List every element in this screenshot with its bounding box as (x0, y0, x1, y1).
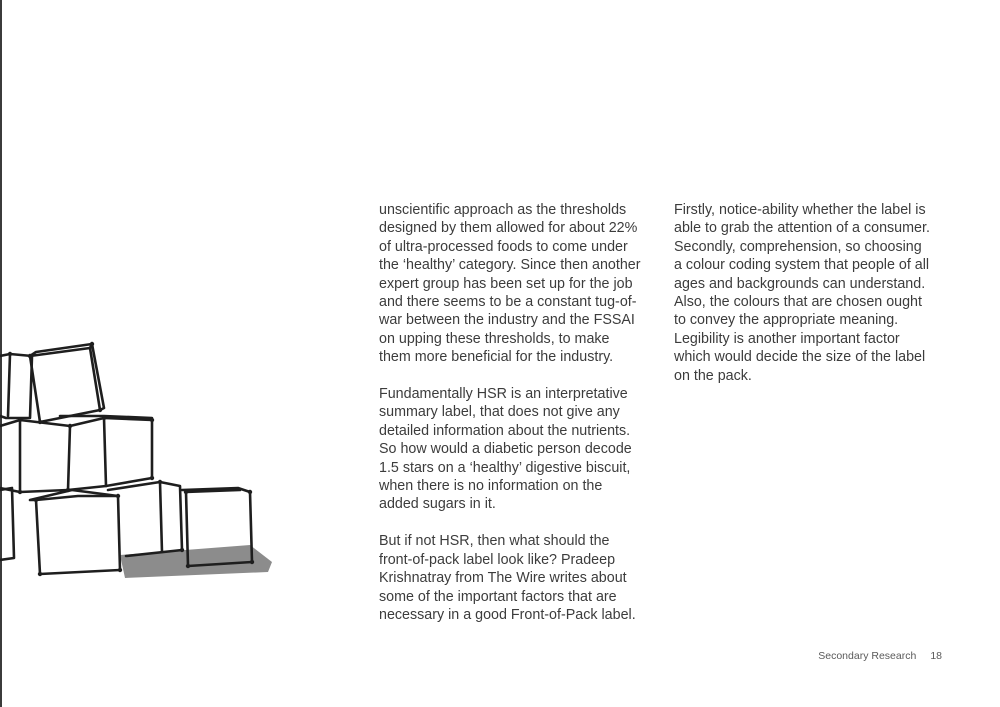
stacked-cubes-sketch-icon (0, 330, 290, 590)
body-paragraph: Fundamentally HSR is an interpretative summary label, that does not give any detailed information about the nutrients. So how would a diabetic person decode 1.5 stars on a ‘healthy’ digestive biscuit, when there is no information on the added sugars in it. (379, 386, 632, 513)
page-number: 18 (930, 650, 942, 662)
footer-section-title: Secondary Research (818, 650, 917, 662)
body-paragraph: Firstly, notice-ability whether the label is able to grab the attention of a consumer. Secondly, comprehension, so choosing a colour coding system that people of all ages and backgrounds can understand. Also, the colours that are chosen ought to convey the appropriate meaning. Legibility is another important factor which would decide the size of the label on the pack. (674, 202, 930, 384)
body-column-right (674, 201, 946, 403)
page-footer (818, 650, 942, 662)
body-paragraph: But if not HSR, then what should the front-of-pack label look like? Pradeep Krishnatray from The Wire writes about some of the important factors that are necessary in a good Front-of-Pack label. (379, 533, 636, 623)
body-column-left (379, 201, 651, 643)
body-paragraph: unscientific approach as the thresholds designed by them allowed for about 22% of ultra-processed foods to come under the ‘healthy’ category. Since then another expert group has been set up for the job and there seems to be a constant tug-of- war between the industry and the FSSAI on upping these thresholds, to make them more beneficial for the industry. (379, 202, 641, 366)
